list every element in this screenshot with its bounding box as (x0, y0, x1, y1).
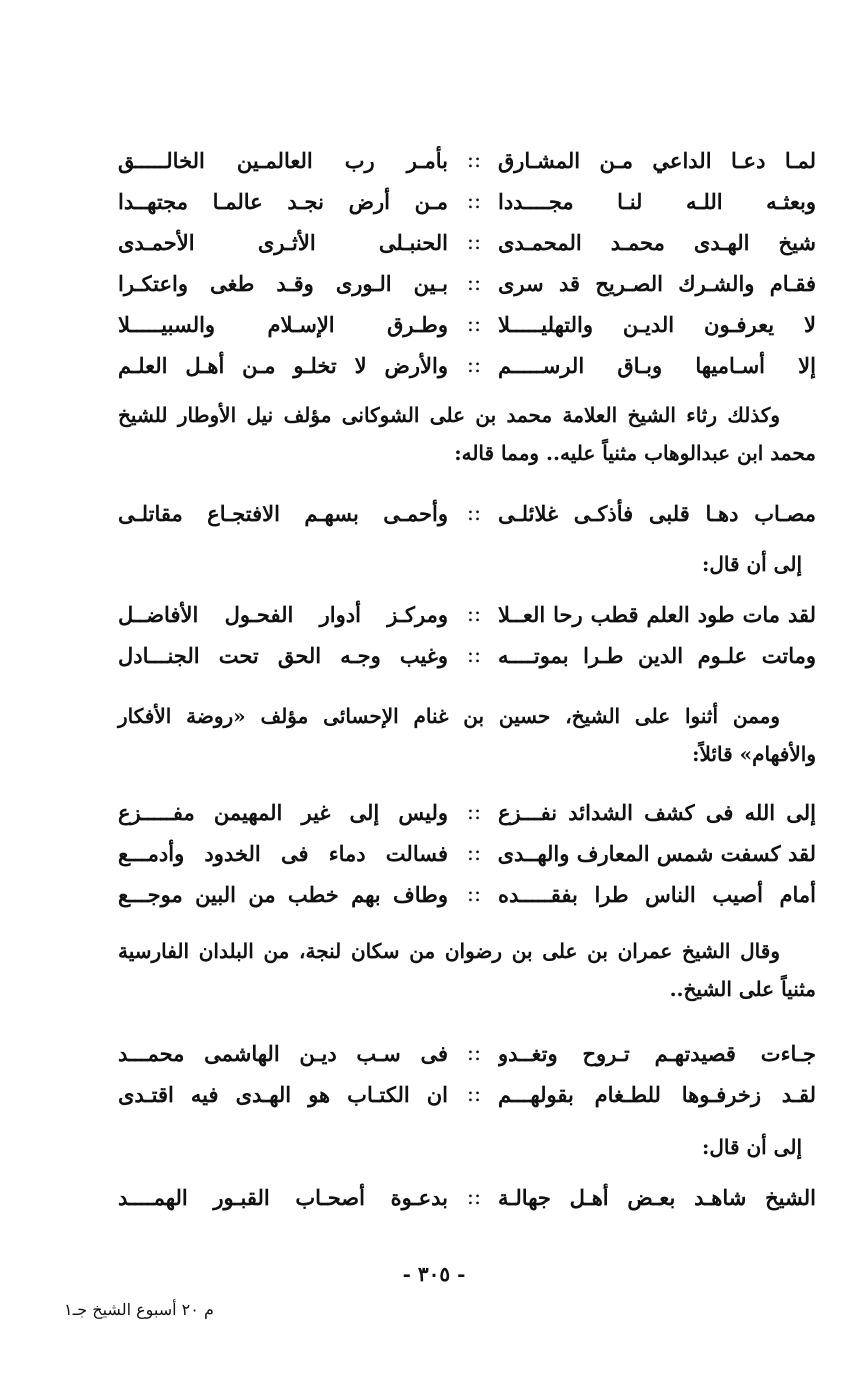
first-hemistich: جـاءت قصيدتهـم تـروح وتغــدو (498, 1041, 816, 1066)
first-hemistich: لقد مات طود العلم قطب رحا العــلا (498, 602, 816, 627)
verse-line (118, 493, 816, 534)
second-hemistich: وطاف بهم خطب من البين موجـــع (118, 882, 448, 907)
verse-line (118, 1033, 816, 1074)
second-hemistich: مـن أرض نجـد عالمـا مجتهــدا (118, 189, 448, 214)
first-hemistich: وبعثـه اللـه لنـا مجــــددا (498, 189, 816, 214)
verse-line (118, 140, 816, 181)
hemistich-separator: :: (466, 148, 482, 172)
verse-line (118, 1074, 816, 1115)
hemistich-separator: :: (466, 312, 482, 336)
second-hemistich: فسالت دماء فى الخدود وأدمـــع (118, 841, 448, 866)
verse-line (118, 635, 816, 676)
first-hemistich: لا يعرفـون الديـن والتهليـــــلا (498, 312, 816, 337)
second-hemistich: وطـرق الإسـلام والسبيـــــلا (118, 312, 448, 337)
poem-block-4 (118, 792, 816, 915)
verse-line (118, 594, 816, 635)
first-hemistich: إلى الله فى كشف الشدائد نفـــزع (498, 800, 816, 825)
hemistich-separator: :: (466, 1185, 482, 1209)
transition-label: إلى أن قال: (701, 1135, 802, 1159)
second-hemistich: ومركـز أدوار الفحـول الأفاضــل (118, 602, 448, 627)
first-hemistich: مصـاب دهـا قلبى فأذكـى غلائلـى (498, 501, 816, 526)
hemistich-separator: :: (466, 602, 482, 626)
first-hemistich: لقد كسفت شمس المعارف والهــدى (498, 841, 816, 866)
poem-block-5 (118, 1033, 816, 1115)
first-hemistich: أمام أصيب الناس طرا بفقـــــده (498, 882, 816, 907)
verse-line (118, 222, 816, 263)
first-hemistich: لقـد زخرفـوها للطـغام بقولهـــم (498, 1082, 816, 1107)
verse-line (118, 304, 816, 345)
footer-signature: م ٢٠ أسبوع الشيخ جـ١ (64, 1300, 214, 1319)
transition-label: إلى أن قال: (701, 552, 802, 576)
hemistich-separator: :: (466, 882, 482, 906)
first-hemistich: شيخ الهـدى محمـد المحمـدى (498, 230, 816, 255)
second-hemistich: الحنبـلى الأثـرى الأحمـدى (118, 230, 448, 255)
hemistich-separator: :: (466, 271, 482, 295)
verse-line (118, 833, 816, 874)
hemistich-separator: :: (466, 643, 482, 667)
hemistich-separator: :: (466, 1082, 482, 1106)
second-hemistich: بدعـوة أصحـاب القبـور الهمــــد (118, 1185, 448, 1210)
verse-line (118, 874, 816, 915)
prose-paragraph (118, 932, 816, 1008)
hemistich-separator: :: (466, 841, 482, 865)
hemistich-separator: :: (466, 230, 482, 254)
first-hemistich: وماتت علـوم الدين طـرا بموتــــه (498, 643, 816, 668)
verse-line (118, 181, 816, 222)
hemistich-separator: :: (466, 1041, 482, 1065)
verse-line (118, 792, 816, 833)
second-hemistich: وأحمـى بسهـم الافتجـاع مقاتلـى (118, 501, 448, 526)
paragraph-text: وكذلك رثاء الشيخ العلامة محمد بن على الشوكانى مؤلف نيل الأوطار للشيخ محمد ابن عبدالوهاب مثنياً عليه.. ومما قاله: (118, 403, 816, 465)
paragraph-text: وممن أثنوا على الشيخ، حسين بن غنام الإحسائى مؤلف «روضة الأفكار والأفهام» قائلاً: (118, 704, 816, 766)
verse-line (118, 1177, 816, 1218)
first-hemistich: فقـام والشـرك الصـريح قد سرى (498, 271, 816, 296)
hemistich-separator: :: (466, 189, 482, 213)
poem-block-6 (118, 1177, 816, 1218)
verse-line (118, 263, 816, 304)
second-hemistich: بأمـر رب العالمـين الخالـــــق (118, 148, 448, 173)
second-hemistich: وليس إلى غير المهيمن مفـــــزع (118, 800, 448, 825)
first-hemistich: لمـا دعـا الداعي مـن المشـارق (498, 148, 816, 173)
prose-paragraph (118, 697, 816, 773)
second-hemistich: وغيب وجـه الحق تحت الجنـــادل (118, 643, 448, 668)
second-hemistich: والأرض لا تخلـو مـن أهـل العلـم (118, 353, 448, 378)
hemistich-separator: :: (466, 800, 482, 824)
prose-paragraph (118, 396, 816, 472)
first-hemistich: إلا أسـاميها وبـاق الرســـــم (498, 353, 816, 378)
verse-line (118, 345, 816, 386)
poem-block-2 (118, 493, 816, 534)
second-hemistich: ان الكتـاب هو الهـدى فيه اقتـدى (118, 1082, 448, 1107)
hemistich-separator: :: (466, 353, 482, 377)
poem-block-1 (118, 140, 816, 386)
paragraph-text: وقال الشيخ عمران بن على بن رضوان من سكان لنجة، من البلدان الفارسية مثنياً على الشيخ.. (118, 939, 816, 1001)
poem-block-3 (118, 594, 816, 676)
first-hemistich: الشيخ شاهـد بعـض أهـل جهالـة (498, 1185, 816, 1210)
page-number: - ٣٠٥ - (402, 1262, 466, 1286)
second-hemistich: بـين الـورى وقـد طغى واعتكـرا (118, 271, 448, 296)
second-hemistich: فى سـب ديـن الهاشمى محمـــد (118, 1041, 448, 1066)
hemistich-separator: :: (466, 501, 482, 525)
